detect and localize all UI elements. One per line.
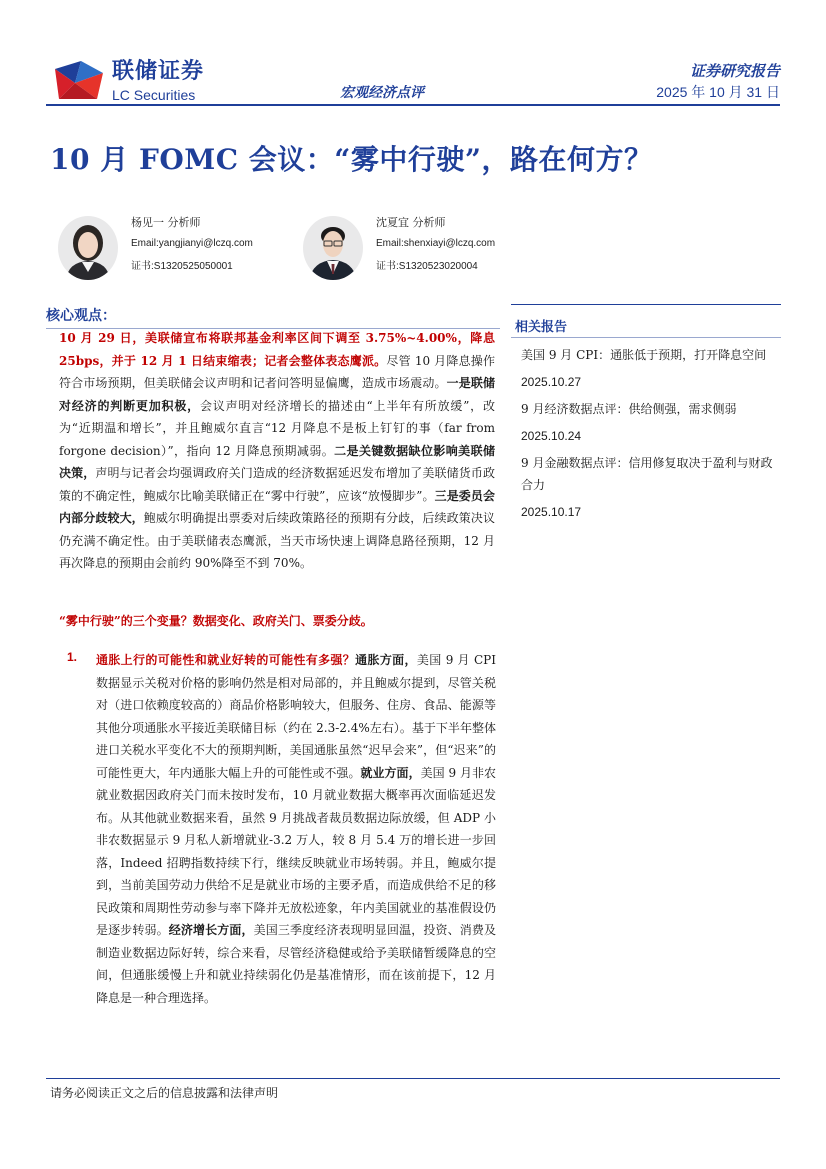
core-views-paragraph: [59, 327, 495, 575]
core-text-2: 会议声明对经济增长的描述由“上半年有所放缓”，改为“近期温和增长”，并且鲍威尔直言“12 月降息不是板上钉钉的事（far from forgone decision）”，指向 12 月降息预期减弱。: [59, 398, 495, 458]
footer-divider: [46, 1078, 780, 1079]
core-views-heading: 核心观点：: [46, 308, 116, 324]
page-title: 10 月 FOMC 会议：“雾中行驶”，路在何方？: [50, 143, 653, 176]
related-report-date: 2025.10.17: [521, 505, 582, 519]
report-date: 2025 年 10 月 31 日: [656, 84, 780, 100]
related-reports-list: [521, 344, 776, 528]
related-report-title[interactable]: 9 月金融数据点评：信用修复取决于盈利与财政合力: [521, 456, 773, 492]
list-item-paragraph: [96, 649, 496, 1009]
inflation-text: 美国 9 月 CPI 数据显示关税对价格的影响仍然是相对局部的，并且鲍威尔提到，尽管关税对（进口依赖度较高的）商品价格影响较大，但服务、住房、食品、能源等其他分项通胀水平接近美联储目标（约在 2.3-2.4%左右）。基于下半年整体进口关税水平变化不大的预期判断，美国通胀虽然“迟早会来”，但“迟来”的可能性更大，年内通胀大幅上升的可能性或不强。: [96, 653, 496, 780]
employment-text: 美国 9 月非农就业数据因政府关门而未按时发布，10 月就业数据大概率再次面临延迟发布。从其他就业数据来看，虽然 9 月挑战者裁员数据边际放缓，但 ADP 小非农数据显示 9 月私人新增就业-3.2 万人，较 8 月 5.4 万的增长进一步回落，Indeed 招聘指数持续下行，继续反映就业市场转弱。并且，鲍威尔提到，当前美国劳动力供给不足是就业市场的主要矛盾，而造成供给不足的移民政策和周期性劳动参与率下降并无放松迹象，年内美国就业的基准假设仍是逐步转弱。: [96, 765, 496, 937]
core-text-4: 鲍威尔明确提出票委对后续政策路径的预期有分歧，后续政策决议仍充满不确定性。由于美联储表态鹰派，当天市场快速上调降息路径预期，12 月再次降息的预期由会前约 90%降至不到 70%。: [59, 511, 495, 570]
analyst-2-name: 沈夏宜 分析师: [376, 216, 446, 229]
footer-disclaimer[interactable]: 请务必阅读正文之后的信息披露和法律声明: [50, 1086, 279, 1100]
header-divider: [46, 104, 780, 106]
related-report-title[interactable]: 美国 9 月 CPI：通胀低于预期，打开降息空间: [521, 348, 767, 362]
sidebar-divider: [511, 337, 781, 338]
growth-label: 经济增长方面，: [168, 923, 254, 937]
growth-text: 美国三季度经济表现明显回温，投资、消费及制造业数据边际好转，综合来看，尽管经济稳健或给予美联储暂缓降息的空间，但通胀缓慢上升和就业持续弱化仍是基准情形，而在该前提下，12 月降息是一种合理选择。: [96, 923, 496, 1005]
core-point-3: 三是委员会内部分歧较大，: [59, 488, 495, 525]
company-logo-icon: [51, 59, 107, 105]
list-item[interactable]: [521, 344, 776, 393]
report-type: 证券研究报告: [689, 62, 780, 80]
logo-en-text: LC Securities: [112, 87, 196, 103]
analyst-2-email[interactable]: Email:shenxiayi@lczq.com: [376, 238, 496, 249]
analyst-1-email[interactable]: Email:yangjianyi@lczq.com: [131, 238, 253, 249]
analyst-2-avatar: [303, 216, 363, 280]
core-point-2: 二是关键数据缺位影响美联储决策，: [59, 443, 495, 480]
report-category: 宏观经济点评: [340, 85, 424, 101]
analyst-1-license: 证书:S1320525050001: [131, 261, 233, 272]
core-lead-text: 10 月 29 日，美联储宣布将联邦基金利率区间下调至 3.75%~4.00%，降息 25bps，并于 12 月 1 日结束缩表；记者会整体表态鹰派。: [59, 331, 495, 368]
related-report-date: 2025.10.24: [521, 429, 582, 443]
core-text-1: 尽管 10 月降息操作符合市场预期，但美联储会议声明和记者问答明显偏鹰，造成市场震动。: [59, 353, 495, 390]
list-item[interactable]: [521, 398, 776, 447]
core-point-1: 一是联储对经济的判断更加积极，: [59, 376, 495, 413]
list-item[interactable]: [521, 452, 776, 523]
inflation-label: 通胀方面，: [355, 653, 417, 667]
employment-label: 就业方面，: [360, 765, 421, 780]
analyst-1-avatar: [58, 216, 118, 280]
core-text-3: 声明与记者会均强调政府关门造成的经济数据延迟发布增加了美联储货币政策的不确定性，鲍威尔比喻美联储正在“雾中行驶”，应该“放慢脚步”。: [59, 466, 495, 503]
sidebar-top-divider: [511, 304, 781, 305]
list-lead-text: 通胀上行的可能性和就业好转的可能性有多强？: [96, 653, 356, 667]
logo-cn-text: 联储证券: [112, 59, 205, 84]
related-report-title[interactable]: 9 月经济数据点评：供给侧强，需求侧弱: [521, 402, 737, 416]
related-reports-heading: 相关报告: [515, 320, 568, 335]
analyst-1-name: 杨见一 分析师: [131, 216, 201, 229]
three-variables-heading: “雾中行驶”的三个变量？数据变化、政府关门、票委分歧。: [59, 614, 373, 628]
list-item-number: 1.: [67, 650, 78, 664]
related-report-date: 2025.10.27: [521, 375, 582, 389]
analyst-2-license: 证书:S1320523020004: [376, 261, 478, 272]
